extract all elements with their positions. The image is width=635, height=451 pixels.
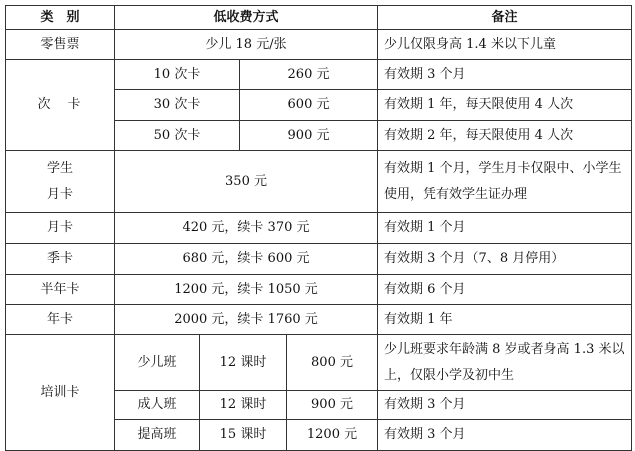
row-month <box>6 213 632 244</box>
student-month-price: 350 元 <box>115 151 378 213</box>
month-note: 有效期 1 个月 <box>378 213 632 244</box>
student-month-category-line2: 月卡 <box>46 186 73 202</box>
row-student-month <box>6 151 632 213</box>
training-note: 少儿班要求年龄满 8 岁或者身高 1.3 米以上，仅限小学及初中生 <box>378 335 632 391</box>
count-card-times: 30 次卡 <box>115 90 240 121</box>
training-note: 有效期 3 个月 <box>378 420 632 451</box>
year-category: 年卡 <box>6 305 115 335</box>
student-month-category-line1: 学生 <box>46 160 73 176</box>
month-category: 月卡 <box>6 213 115 244</box>
training-category: 培训卡 <box>6 335 115 451</box>
student-month-note: 有效期 1 个月，学生月卡仅限中、小学生使用，凭有效学生证办理 <box>378 151 632 213</box>
season-category: 季卡 <box>6 244 115 275</box>
row-year <box>6 305 632 335</box>
count-card-price: 600 元 <box>240 90 378 121</box>
half-year-price: 1200 元，续卡 1050 元 <box>115 275 378 305</box>
count-card-note: 有效期 2 年，每天限使用 4 人次 <box>378 121 632 151</box>
training-hours: 12 课时 <box>200 335 287 391</box>
year-price: 2000 元，续卡 1760 元 <box>115 305 378 335</box>
half-year-note: 有效期 6 个月 <box>378 275 632 305</box>
count-card-price: 900 元 <box>240 121 378 151</box>
count-card-times: 50 次卡 <box>115 121 240 151</box>
count-card-category: 次 卡 <box>6 60 115 151</box>
half-year-category: 半年卡 <box>6 275 115 305</box>
training-price: 800 元 <box>287 335 378 391</box>
training-class: 提高班 <box>115 420 200 451</box>
season-price: 680 元，续卡 600 元 <box>115 244 378 275</box>
header-method: 低收费方式 <box>115 6 378 30</box>
student-month-category <box>6 151 115 213</box>
header-row <box>6 6 632 30</box>
row-single <box>6 30 632 60</box>
fee-table <box>5 5 632 451</box>
year-note: 有效期 1 年 <box>378 305 632 335</box>
row-count-10 <box>6 60 632 90</box>
training-price: 1200 元 <box>287 420 378 451</box>
count-card-times: 10 次卡 <box>115 60 240 90</box>
row-training-kids <box>6 335 632 391</box>
single-note: 少儿仅限身高 1.4 米以下儿童 <box>378 30 632 60</box>
training-class: 成人班 <box>115 391 200 420</box>
single-price: 少儿 18 元/张 <box>115 30 378 60</box>
season-note: 有效期 3 个月（7、8 月停用） <box>378 244 632 275</box>
training-hours: 12 课时 <box>200 391 287 420</box>
count-card-price: 260 元 <box>240 60 378 90</box>
row-season <box>6 244 632 275</box>
single-category: 零售票 <box>6 30 115 60</box>
month-price: 420 元，续卡 370 元 <box>115 213 378 244</box>
training-price: 900 元 <box>287 391 378 420</box>
training-class: 少儿班 <box>115 335 200 391</box>
training-hours: 15 课时 <box>200 420 287 451</box>
row-half-year <box>6 275 632 305</box>
training-note: 有效期 3 个月 <box>378 391 632 420</box>
header-note: 备注 <box>378 6 632 30</box>
count-card-note: 有效期 1 年，每天限使用 4 人次 <box>378 90 632 121</box>
header-category: 类 别 <box>6 6 115 30</box>
count-card-note: 有效期 3 个月 <box>378 60 632 90</box>
